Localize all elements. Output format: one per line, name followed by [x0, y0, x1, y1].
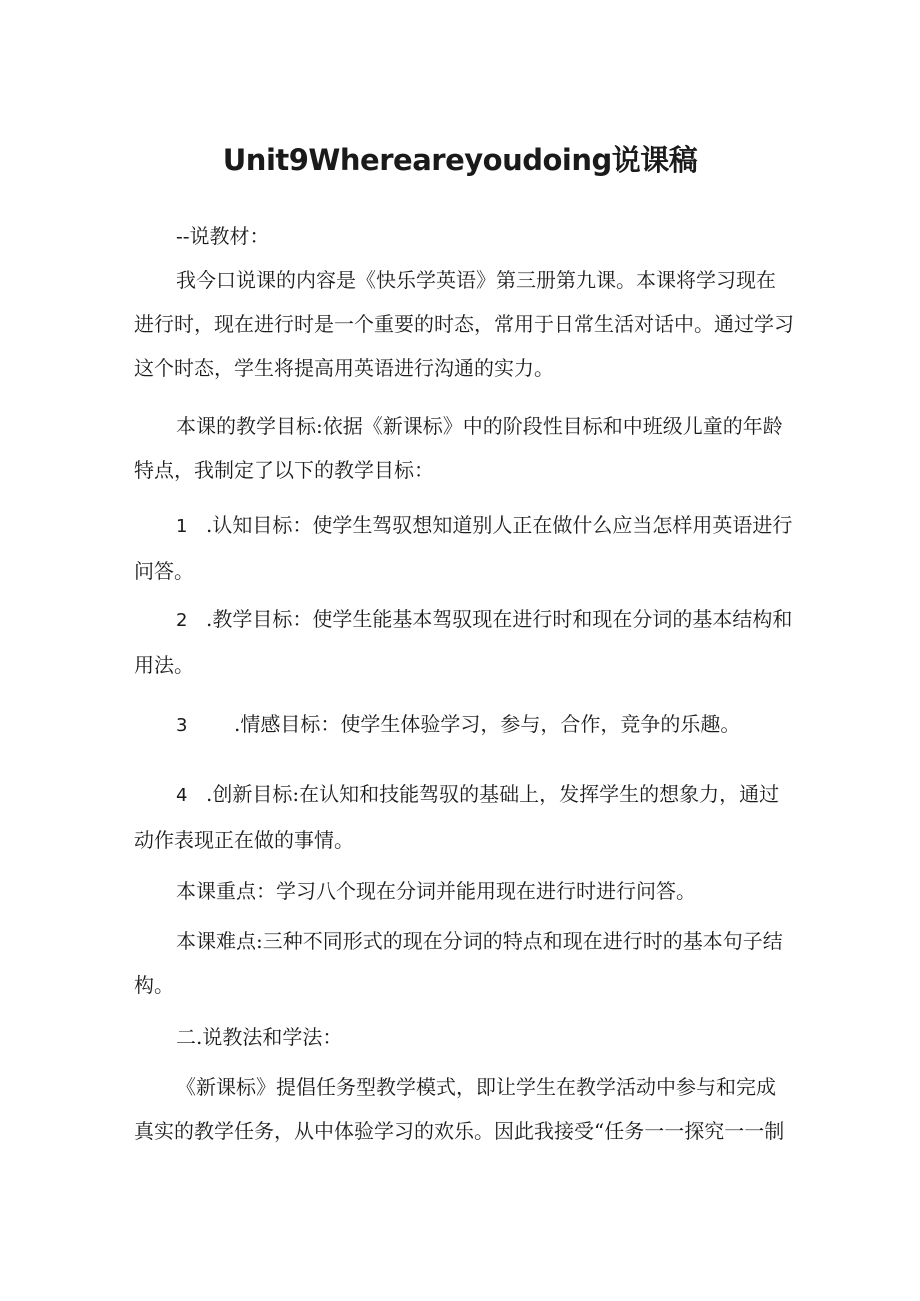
goal-number: 4 [176, 785, 188, 806]
document-title: Unit9Whereareyoudoing说课稿 [222, 143, 698, 177]
paragraph-difficult-point: 本课难点:三种不同形式的现在分词的特点和现在进行时的基本句子结构。 [134, 929, 783, 997]
goal-number: 2 [176, 610, 188, 631]
paragraph-teaching-goals-intro: 本课的教学目标:依据《新课标》中的阶段性目标和中班级儿童的年龄特点，我制定了以下的教学目标： [134, 414, 783, 482]
goal-text: .情感目标：使学生体验学习，参与，合作，竞争的乐趣。 [234, 712, 741, 736]
paragraph-task-based-teaching: 《新课标》提倡任务型教学模式，即让学生在教学活动中参与和完成真实的教学任务，从中体验学习的欢乐。因此我接受“任务一一探究一一制 [134, 1075, 785, 1143]
section-heading-teaching-material: --说教材： [176, 224, 270, 248]
goal-number: 3 [176, 715, 188, 736]
paragraph-lesson-content: 我今口说课的内容是《快乐学英语》第三册第九课。本课将学习现在进行时，现在进行时是一个重要的时态，常用于日常生活对话中。通过学习这个时态，学生将提高用英语进行沟通的实力。 [134, 268, 794, 380]
goal-item-4 [134, 772, 794, 862]
goal-number: 1 [176, 516, 188, 537]
goal-text: .教学目标：使学生能基本驾驭现在进行时和现在分词的基本结构和用法。 [134, 607, 793, 677]
goal-text: .创新目标:在认知和技能驾驭的基础上，发挥学生的想象力，通过动作表现正在做的事情。 [134, 782, 780, 852]
goal-text: .认知目标：使学生驾驭想知道别人正在做什么应当怎样用英语进行问答。 [134, 513, 793, 583]
goal-item-1 [134, 503, 794, 593]
goal-item-2 [134, 597, 794, 687]
paragraph-key-point: 本课重点：学习八个现在分词并能用现在进行时进行问答。 [176, 879, 696, 903]
goal-item-3 [134, 702, 794, 748]
section-heading-methods: 二.说教法和学法： [176, 1025, 343, 1049]
